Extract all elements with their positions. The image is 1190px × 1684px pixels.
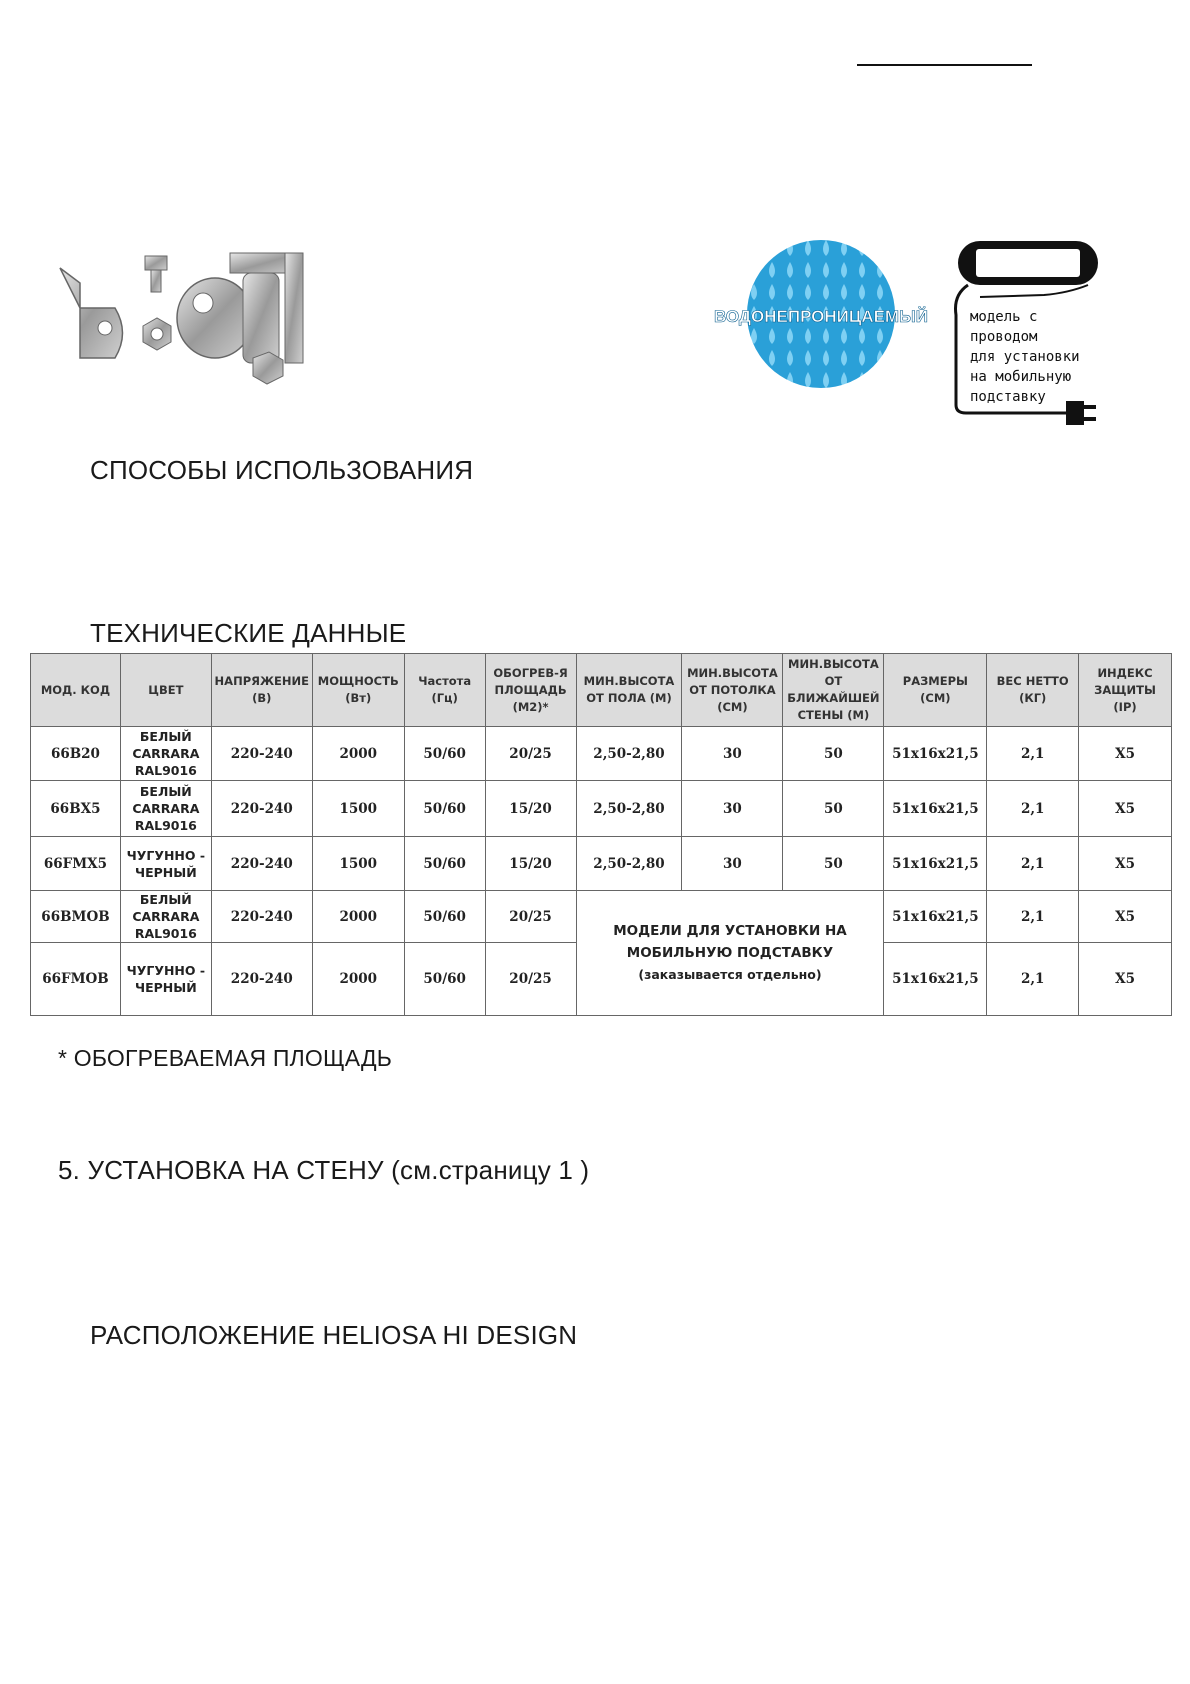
table-header-row <box>31 654 1172 727</box>
cell-area: 20/25 <box>485 727 576 781</box>
color-bottom: ЧЕРНЫЙ <box>135 864 197 880</box>
color-top: БЕЛЫЙ <box>139 892 192 907</box>
header-color: ЦВЕТ <box>120 654 211 727</box>
cell-voltage: 220-240 <box>211 837 312 891</box>
cell-floor: 2,50-2,80 <box>576 837 682 891</box>
cell-weight: 2,1 <box>987 727 1079 781</box>
color-top: ЧУГУННО - <box>126 963 206 978</box>
table-row <box>31 891 1172 943</box>
header-frequency: Частота (Гц) <box>404 654 485 727</box>
cell-voltage: 220-240 <box>211 727 312 781</box>
cell-ip: X5 <box>1079 837 1172 891</box>
cell-color <box>120 943 211 1016</box>
cell-frequency: 50/60 <box>404 891 485 943</box>
cell-power: 2000 <box>312 727 404 781</box>
cell-weight: 2,1 <box>987 781 1079 837</box>
cell-area: 20/25 <box>485 891 576 943</box>
cell-size: 51x16x21,5 <box>884 781 987 837</box>
cell-power: 1500 <box>312 837 404 891</box>
cell-floor: 2,50-2,80 <box>576 727 682 781</box>
cell-wall: 50 <box>783 837 884 891</box>
cell-ip: X5 <box>1079 891 1172 943</box>
cell-code: 66BMOB <box>31 891 121 943</box>
cord-model-label: модель с проводом для установки на мобильную подставку <box>970 309 1080 405</box>
header-dimensions: РАЗМЕРЫ (СМ) <box>884 654 987 727</box>
cell-frequency: 50/60 <box>404 943 485 1016</box>
waterproof-badge-icon <box>714 238 928 390</box>
cell-size: 51x16x21,5 <box>884 727 987 781</box>
cell-code: 66FMOB <box>31 943 121 1016</box>
header-net-weight: ВЕС НЕТТО (КГ) <box>987 654 1079 727</box>
color-top: БЕЛЫЙ <box>139 729 192 744</box>
cell-color <box>120 891 211 943</box>
header-model-code: МОД. КОД <box>31 654 121 727</box>
mobile-stand-note <box>576 891 884 1016</box>
cell-wall: 50 <box>783 727 884 781</box>
cell-power: 1500 <box>312 781 404 837</box>
cell-ip: X5 <box>1079 727 1172 781</box>
header-power: МОЩНОСТЬ (Вт) <box>312 654 404 727</box>
technical-data-heading: ТЕХНИЧЕСКИЕ ДАННЫЕ <box>90 618 407 648</box>
color-bottom: CARRARA RAL9016 <box>132 909 200 941</box>
cell-wall: 50 <box>783 781 884 837</box>
cell-voltage: 220-240 <box>211 781 312 837</box>
cell-ceiling: 30 <box>682 781 783 837</box>
wall-installation-heading: 5. УСТАНОВКА НА СТЕНУ (см.страницу 1 ) <box>58 1155 590 1185</box>
color-bottom: ЧЕРНЫЙ <box>135 980 197 995</box>
color-top: БЕЛЫЙ <box>139 784 192 799</box>
cell-ceiling: 30 <box>682 837 783 891</box>
color-bottom: CARRARA RAL9016 <box>132 746 200 778</box>
table-row <box>31 781 1172 837</box>
cell-ceiling: 30 <box>682 727 783 781</box>
header-heated-area: ОБОГРЕВ-Я ПЛОЩАДЬ (М2)* <box>485 654 576 727</box>
cell-power: 2000 <box>312 943 404 1016</box>
header-min-distance-wall: МИН.ВЫСОТА ОТ БЛИЖАЙШЕЙ СТЕНЫ (М) <box>783 654 884 727</box>
cell-floor: 2,50-2,80 <box>576 781 682 837</box>
cell-weight: 2,1 <box>987 943 1079 1016</box>
mobile-note-sub: (заказывается отдельно) <box>638 967 822 982</box>
cell-size: 51x16x21,5 <box>884 943 987 1016</box>
cell-size: 51x16x21,5 <box>884 837 987 891</box>
cell-size: 51x16x21,5 <box>884 891 987 943</box>
table-row <box>31 727 1172 781</box>
location-heading: РАСПОЛОЖЕНИЕ HELIOSA HI DESIGN <box>90 1320 578 1350</box>
heated-area-footnote: * ОБОГРЕВАЕМАЯ ПЛОЩАДЬ <box>58 1045 393 1071</box>
color-bottom: CARRARA RAL9016 <box>132 801 200 833</box>
cell-area: 20/25 <box>485 943 576 1016</box>
cell-code: 66B20 <box>31 727 121 781</box>
header-min-height-floor: МИН.ВЫСОТА ОТ ПОЛА (М) <box>576 654 682 727</box>
cell-frequency: 50/60 <box>404 727 485 781</box>
color-top: ЧУГУННО - <box>126 847 206 863</box>
cell-frequency: 50/60 <box>404 781 485 837</box>
mobile-note-main: МОДЕЛИ ДЛЯ УСТАНОВКИ НА МОБИЛЬНУЮ ПОДСТАВКУ <box>613 923 847 961</box>
cell-area: 15/20 <box>485 781 576 837</box>
cell-color <box>120 727 211 781</box>
cell-weight: 2,1 <box>987 891 1079 943</box>
cell-code: 66FMX5 <box>31 837 121 891</box>
header-voltage: НАПРЯЖЕНИЕ (В) <box>211 654 312 727</box>
cell-color <box>120 781 211 837</box>
cell-frequency: 50/60 <box>404 837 485 891</box>
header-ip-index: ИНДЕКС ЗАЩИТЫ (IP) <box>1079 654 1172 727</box>
cell-ip: X5 <box>1079 943 1172 1016</box>
badge-text: ВОДОНЕПРОНИЦАЕМЫЙ <box>714 307 928 326</box>
cell-color <box>120 837 211 891</box>
cell-ip: X5 <box>1079 781 1172 837</box>
cell-voltage: 220-240 <box>211 891 312 943</box>
table-row <box>31 837 1172 891</box>
top-rule <box>857 64 1032 66</box>
cell-area: 15/20 <box>485 837 576 891</box>
cell-voltage: 220-240 <box>211 943 312 1016</box>
usage-methods-heading: СПОСОБЫ ИСПОЛЬЗОВАНИЯ <box>90 455 474 485</box>
cell-code: 66BX5 <box>31 781 121 837</box>
specifications-table <box>30 653 1172 1016</box>
cell-weight: 2,1 <box>987 837 1079 891</box>
cell-power: 2000 <box>312 891 404 943</box>
mounting-hardware-image <box>55 248 315 398</box>
header-min-height-ceiling: МИН.ВЫСОТА ОТ ПОТОЛКА (СМ) <box>682 654 783 727</box>
